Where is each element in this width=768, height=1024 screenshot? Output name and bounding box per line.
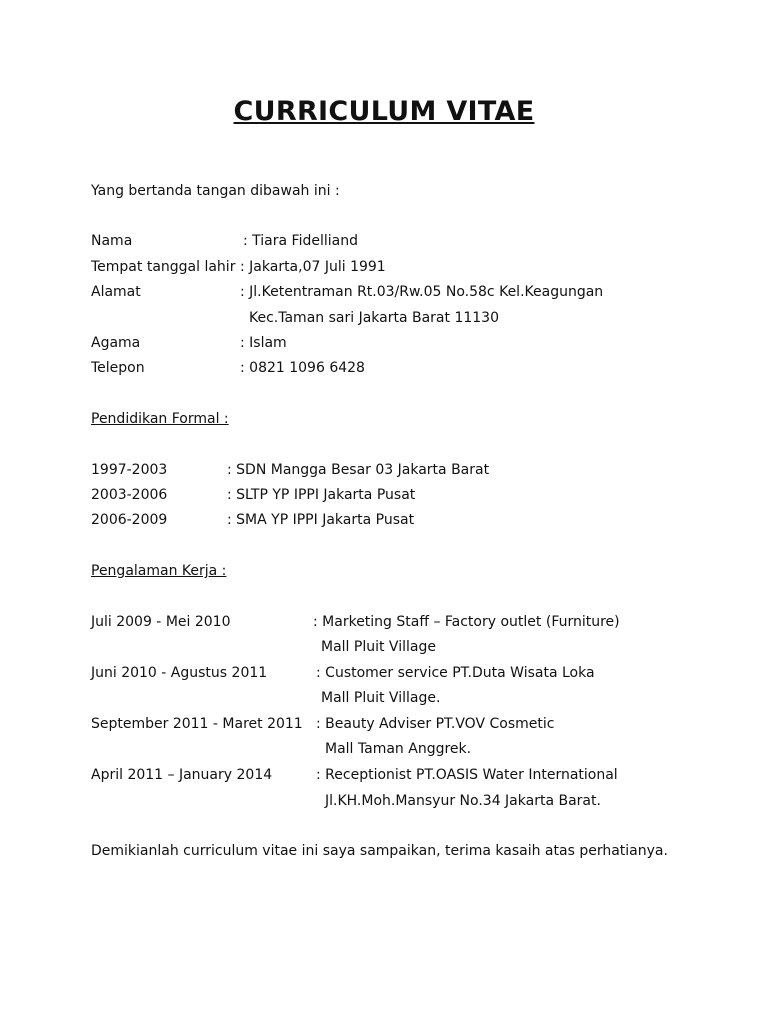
education-school: : SLTP YP IPPI Jakarta Pusat	[227, 487, 416, 503]
experience-place: Mall Taman Anggrek.	[325, 741, 472, 757]
birth-label: Tempat tanggal lahir	[91, 259, 236, 275]
education-years: 2003-2006	[91, 487, 168, 503]
experience-role: : Receptionist PT.OASIS Water International	[316, 767, 618, 783]
address-line-2: Kec.Taman sari Jakarta Barat 11130	[249, 310, 499, 326]
experience-role: : Beauty Adviser PT.VOV Cosmetic	[316, 716, 555, 732]
phone-label: Telepon	[91, 360, 145, 376]
intro-text: Yang bertanda tangan dibawah ini :	[91, 183, 340, 199]
experience-place: Mall Pluit Village.	[321, 690, 441, 706]
religion-label: Agama	[91, 335, 141, 351]
religion-value: : Islam	[240, 335, 287, 351]
education-heading: Pendidikan Formal :	[91, 411, 229, 427]
experience-place: Mall Pluit Village	[321, 639, 436, 655]
name-label: Nama	[91, 233, 133, 249]
name-value: : Tiara Fidelliand	[243, 233, 358, 249]
experience-period: April 2011 – January 2014	[91, 767, 273, 783]
address-label: Alamat	[91, 284, 141, 300]
experience-role: : Customer service PT.Duta Wisata Loka	[316, 665, 595, 681]
education-years: 1997-2003	[91, 462, 168, 478]
experience-period: September 2011 - Maret 2011	[91, 716, 303, 732]
experience-period: Juni 2010 - Agustus 2011	[91, 665, 268, 681]
closing-statement: Demikianlah curriculum vitae ini saya sampaikan, terima kasaih atas perhatianya.	[91, 843, 668, 859]
experience-role: : Marketing Staff – Factory outlet (Furniture)	[313, 614, 620, 630]
experience-period: Juli 2009 - Mei 2010	[91, 614, 231, 630]
address-line-1: : Jl.Ketentraman Rt.03/Rw.05 No.58c Kel.Keagungan	[240, 284, 604, 300]
birth-value: : Jakarta,07 Juli 1991	[240, 259, 386, 275]
education-years: 2006-2009	[91, 512, 168, 528]
phone-value: : 0821 1096 6428	[240, 360, 365, 376]
experience-place: Jl.KH.Moh.Mansyur No.34 Jakarta Barat.	[325, 793, 601, 809]
document-title: CURRICULUM VITAE	[233, 96, 535, 127]
education-school: : SDN Mangga Besar 03 Jakarta Barat	[227, 462, 490, 478]
education-school: : SMA YP IPPI Jakarta Pusat	[227, 512, 415, 528]
experience-heading: Pengalaman Kerja :	[91, 563, 227, 579]
